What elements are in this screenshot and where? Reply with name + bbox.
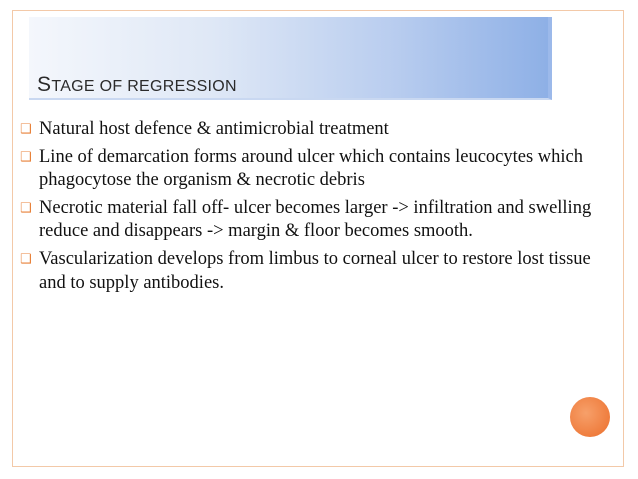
bullet-text: Vascularization develops from limbus to corneal ulcer to restore lost tissue and to supply antibodies. bbox=[39, 248, 591, 293]
bullet-item bbox=[20, 118, 610, 142]
bullet-icon: ❑ bbox=[20, 200, 32, 216]
slide-title bbox=[37, 62, 237, 99]
bullet-icon: ❑ bbox=[20, 149, 32, 165]
bullet-list bbox=[20, 118, 610, 299]
bullet-item bbox=[20, 146, 610, 193]
title-rest: TAGE OF REGRESSION bbox=[51, 78, 237, 95]
title-first-letter: S bbox=[37, 73, 52, 96]
bullet-text: Natural host defence & antimicrobial treatment bbox=[39, 119, 389, 139]
bullet-item bbox=[20, 197, 610, 244]
bullet-icon: ❑ bbox=[20, 251, 32, 267]
bullet-text: Necrotic material fall off- ulcer becomes larger -> infiltration and swelling reduce and disappears -> margin & floor becomes smooth. bbox=[39, 197, 592, 242]
bullet-item bbox=[20, 248, 610, 295]
bullet-text: Line of demarcation forms around ulcer which contains leucocytes which phagocytose the organism & necrotic debris bbox=[39, 146, 584, 191]
orange-circle-decoration bbox=[570, 397, 610, 437]
bullet-icon: ❑ bbox=[20, 122, 32, 137]
